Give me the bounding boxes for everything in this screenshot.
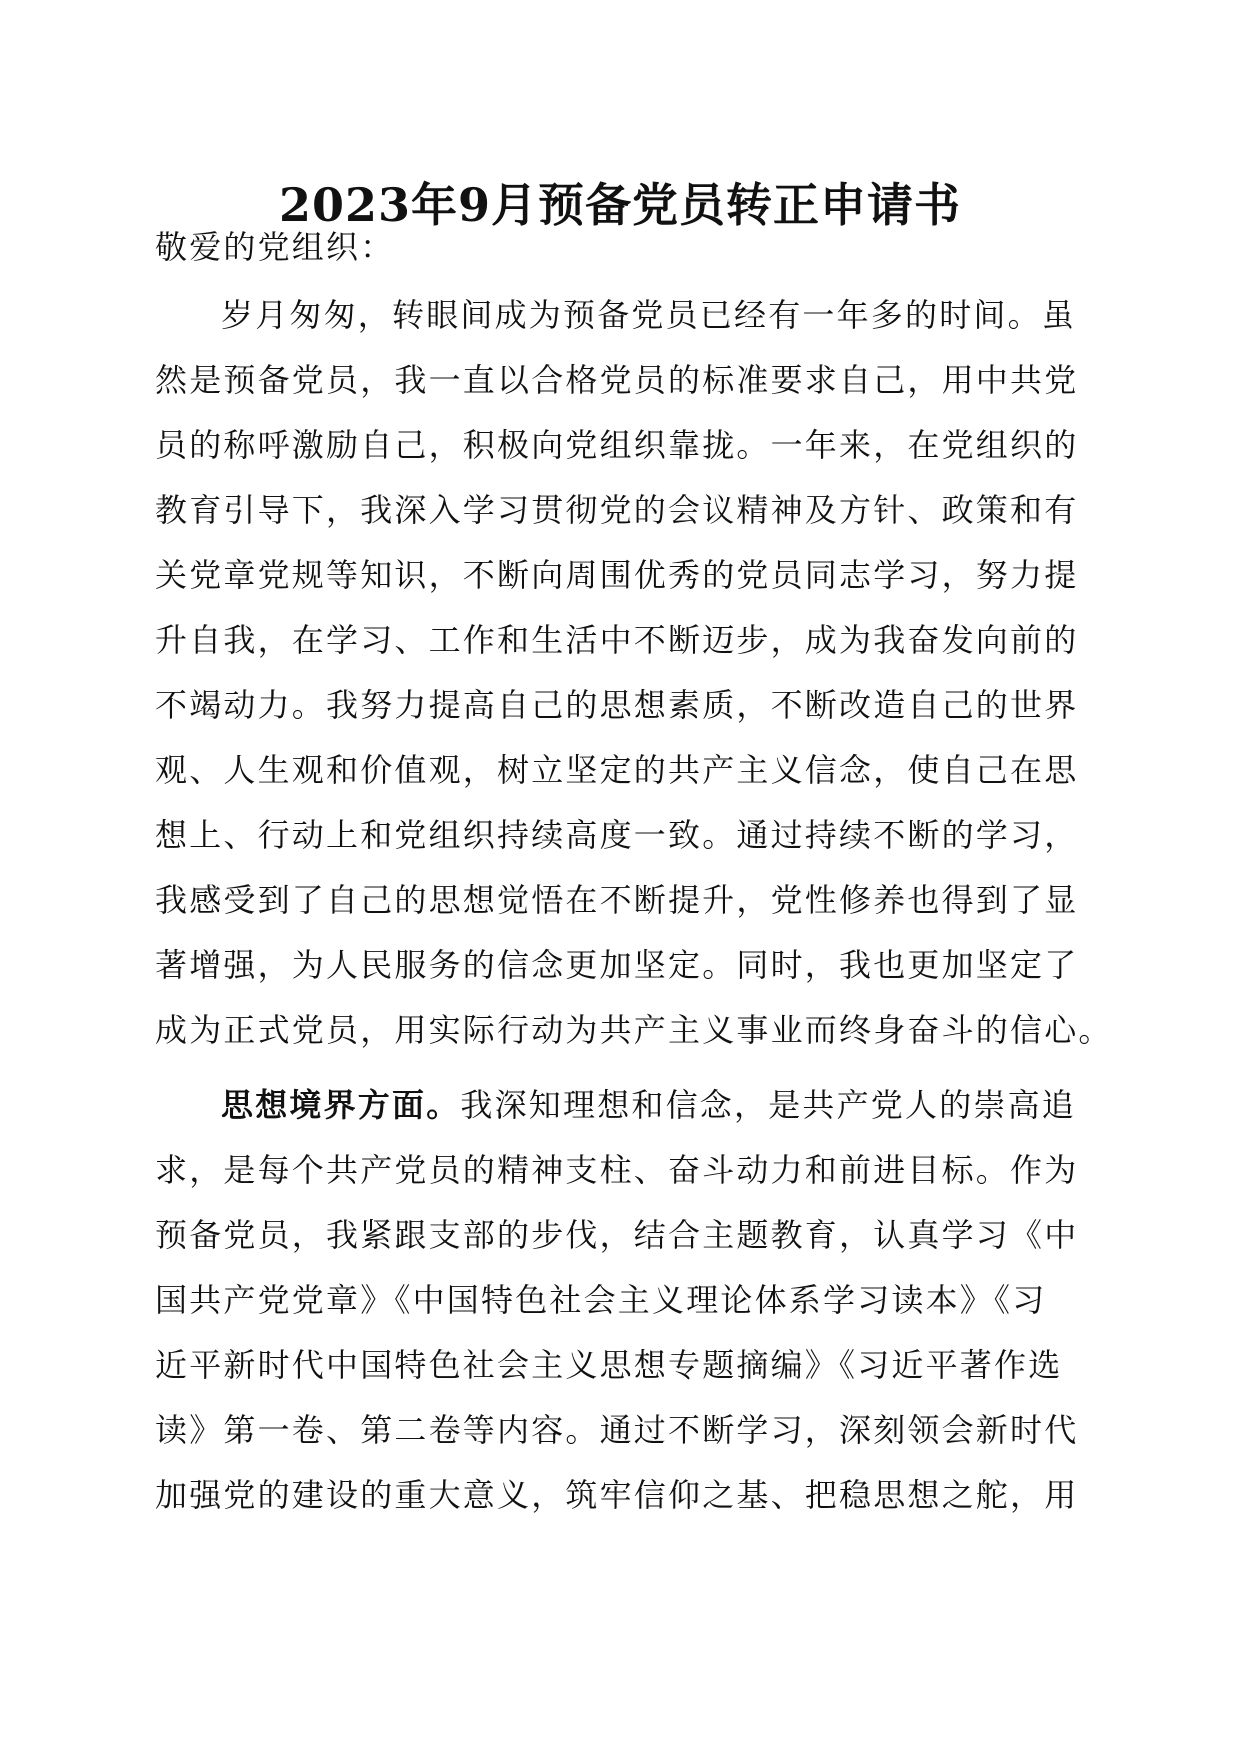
paragraph-line: 加强党的建设的重大意义，筑牢信仰之基、把稳思想之舵，用 xyxy=(155,1476,1079,1514)
paragraph-line: 想上、行动上和党组织持续高度一致。通过持续不断的学习， xyxy=(155,816,1079,854)
paragraph-line: 国共产党党章》《中国特色社会主义理论体系学习读本》《习 xyxy=(155,1281,1047,1319)
paragraph-line: 著增强，为人民服务的信念更加坚定。同时，我也更加坚定了 xyxy=(155,946,1079,984)
paragraph-line: 然是预备党员，我一直以合格党员的标准要求自己，用中共党 xyxy=(155,361,1079,399)
paragraph-line: 关党章党规等知识，不断向周围优秀的党员同志学习，努力提 xyxy=(155,556,1079,594)
paragraph-text: 我深知理想和信念，是共产党人的崇高追 xyxy=(460,1086,1077,1124)
paragraph-line: 求，是每个共产党员的精神支柱、奋斗动力和前进目标。作为 xyxy=(155,1151,1079,1189)
paragraph-line: 预备党员，我紧跟支部的步伐，结合主题教育，认真学习《中 xyxy=(155,1216,1079,1254)
salutation: 敬爱的党组织： xyxy=(155,228,395,266)
paragraph-line: 观、人生观和价值观，树立坚定的共产主义信念，使自己在思 xyxy=(155,751,1079,789)
paragraph-line: 近平新时代中国特色社会主义思想专题摘编》《习近平著作选 xyxy=(155,1346,1063,1384)
paragraph-first-line xyxy=(221,1085,1100,1125)
paragraph-line: 岁月匆匆，转眼间成为预备党员已经有一年多的时间。虽 xyxy=(221,296,1077,334)
paragraph-line: 升自我，在学习、工作和生活中不断迈步，成为我奋发向前的 xyxy=(155,621,1079,659)
section-heading: 思想境界方面。 xyxy=(221,1086,461,1124)
page-title: 2023年9月预备党员转正申请书 xyxy=(278,178,962,232)
paragraph-line: 我感受到了自己的思想觉悟在不断提升，党性修养也得到了显 xyxy=(155,881,1079,919)
paragraph-line: 成为正式党员，用实际行动为共产主义事业而终身奋斗的信心。 xyxy=(155,1011,1113,1049)
paragraph-line: 员的称呼激励自己，积极向党组织靠拢。一年来，在党组织的 xyxy=(155,426,1079,464)
paragraph-line: 教育引导下，我深入学习贯彻党的会议精神及方针、政策和有 xyxy=(155,491,1079,529)
paragraph-line: 读》第一卷、第二卷等内容。通过不断学习，深刻领会新时代 xyxy=(155,1411,1079,1449)
paragraph-line: 不竭动力。我努力提高自己的思想素质，不断改造自己的世界 xyxy=(155,686,1079,724)
